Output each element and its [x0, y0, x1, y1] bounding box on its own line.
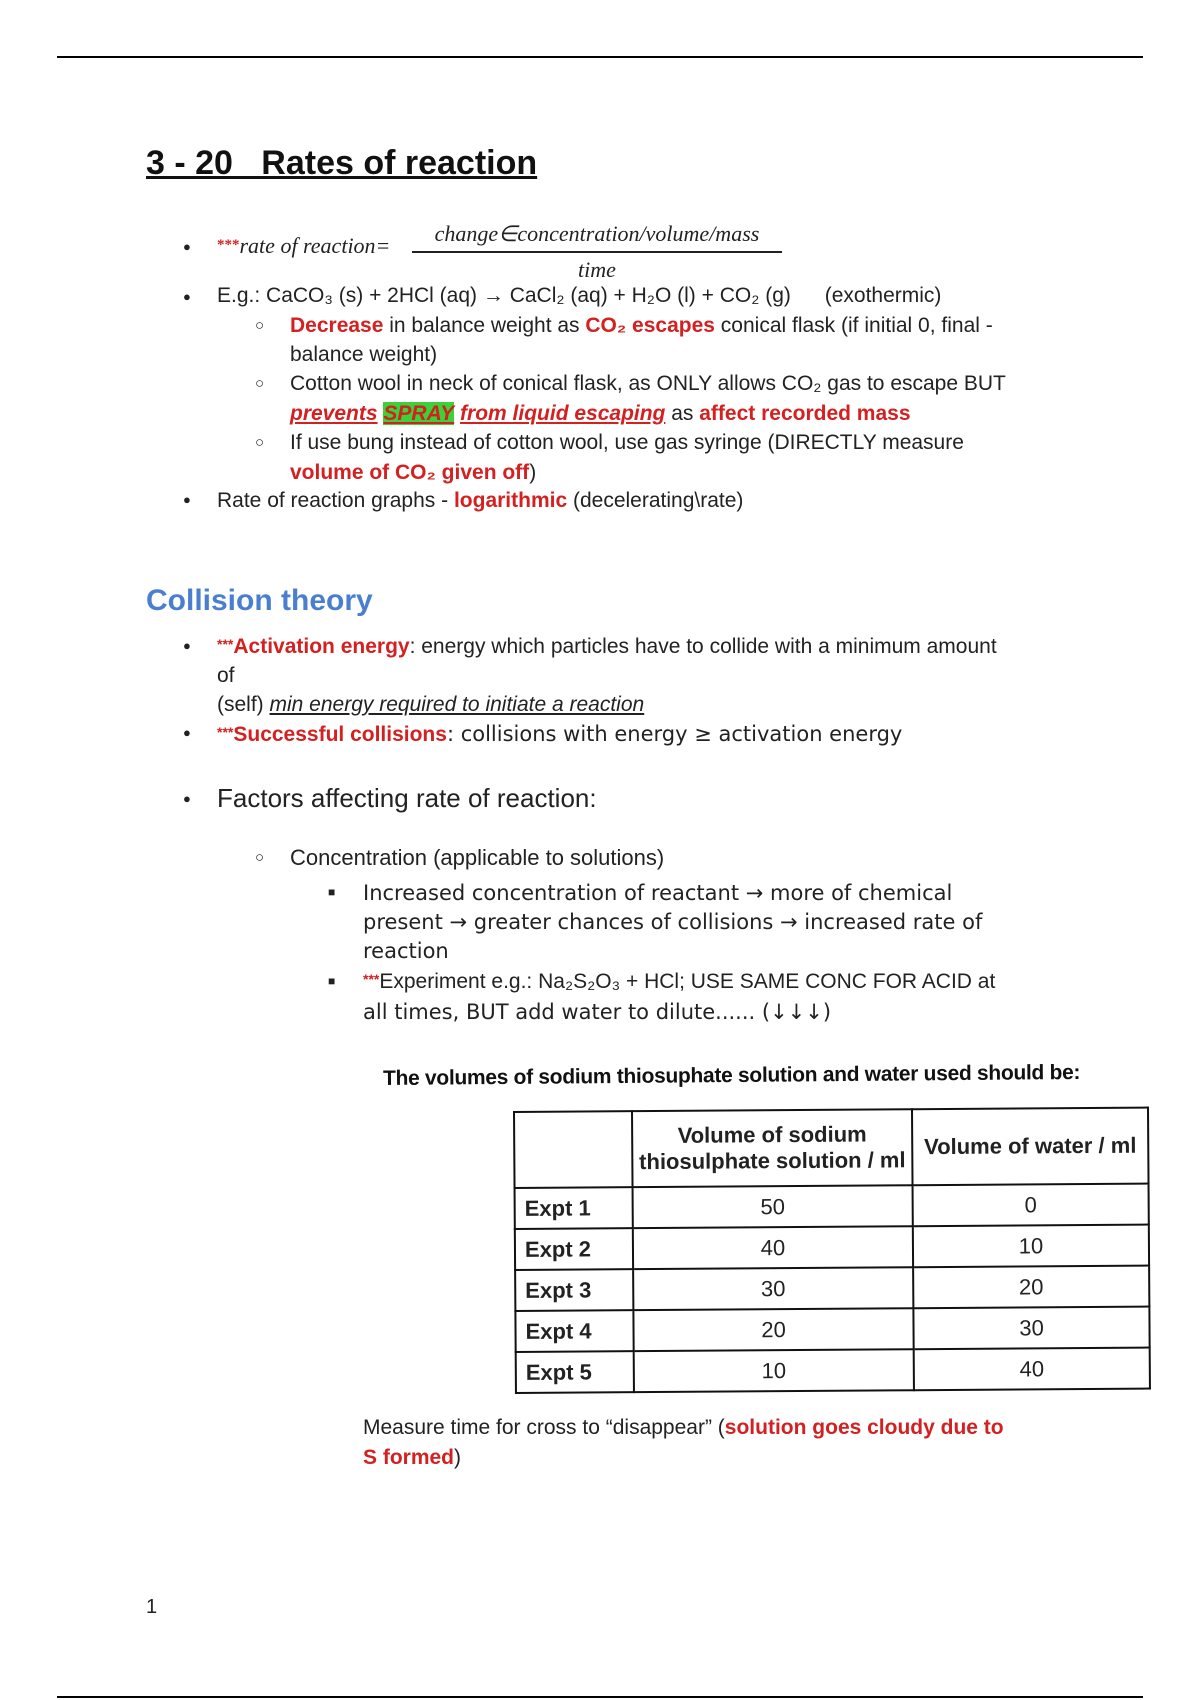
page-number: 1	[146, 1596, 158, 1618]
subbullet-3	[255, 428, 264, 460]
increased-line1: Increased concentration of reactant → more of chemical	[363, 881, 953, 905]
measure-line2	[363, 1443, 461, 1473]
sub3-end: )	[529, 461, 537, 484]
concentration-line: Concentration (applicable to solutions)	[290, 845, 665, 870]
square-bullet-increased	[328, 878, 335, 910]
rate-formula-lhs	[217, 233, 390, 259]
graphs-line	[217, 486, 743, 516]
self-label: (self)	[217, 693, 270, 716]
table-header-row	[514, 1108, 1149, 1188]
activation-definition: : energy which particles have to collide with a minimum amount	[409, 635, 997, 658]
experiment-line1	[363, 967, 995, 998]
bullet-activation	[183, 632, 191, 664]
table-caption: The volumes of sodium thiosuphate solution and water used should be:	[382, 1060, 1081, 1091]
water-volume: 0	[913, 1184, 1149, 1227]
subbullet-2	[255, 369, 264, 401]
formula-lhs: rate of reaction=	[239, 233, 391, 258]
sub2-line2	[290, 399, 911, 429]
water-volume: 30	[913, 1307, 1149, 1350]
subbullet-concentration	[255, 843, 264, 875]
bottom-rule	[57, 1696, 1143, 1698]
sub3-volume-co2: volume of CO₂ given off	[290, 461, 530, 484]
volumes-table	[513, 1107, 1151, 1394]
table-row	[515, 1184, 1149, 1229]
bullet-eg	[183, 283, 191, 315]
bullet-successful	[183, 719, 191, 751]
graphs-text: Rate of reaction graphs -	[217, 489, 454, 512]
water-volume: 10	[913, 1225, 1149, 1268]
sodium-volume: 10	[634, 1349, 914, 1392]
collision-theory-heading: Collision theory	[146, 584, 373, 617]
table-row	[515, 1307, 1149, 1352]
sub1-decrease: Decrease	[290, 314, 384, 337]
measure-s-formed: S formed	[363, 1446, 455, 1469]
sub1-co2-escapes: CO₂ escapes	[585, 314, 715, 337]
equation-note: (exothermic)	[824, 284, 942, 307]
formula-prefix: ***	[217, 237, 240, 253]
sub3-line2	[290, 458, 536, 488]
header-blank	[514, 1111, 633, 1188]
equation-text: E.g.: CaCO₃ (s) + 2HCl (aq) → CaCl₂ (aq) + H₂O (l) + CO₂ (g)	[217, 284, 791, 307]
page-title: 3 - 20 Rates of reaction	[146, 144, 538, 182]
measure-cloudy: solution goes cloudy due to	[724, 1416, 1004, 1439]
activation-line2: of	[217, 664, 235, 687]
header-sodium: Volume of sodium thiosulphate solution / ml	[632, 1109, 913, 1187]
sub2-prevents: prevents	[290, 402, 378, 425]
sub2-affect-mass: affect recorded mass	[699, 402, 911, 425]
experiment-line2: all times, BUT add water to dilute...... (↓↓↓)	[363, 1000, 832, 1024]
sub2-from-liquid: from liquid escaping	[460, 402, 666, 425]
sub2-text: as	[665, 402, 700, 425]
measure-text: Measure time for cross to “disappear” (	[363, 1416, 725, 1439]
bullet-factors	[183, 785, 191, 817]
square-bullet-experiment	[328, 967, 335, 999]
measure-line1	[363, 1413, 1004, 1443]
top-rule	[57, 56, 1143, 58]
row-label: Expt 4	[515, 1310, 633, 1352]
experiment-prefix: ***	[363, 971, 380, 987]
row-label: Expt 3	[515, 1269, 633, 1311]
sodium-volume: 40	[633, 1226, 913, 1269]
row-label: Expt 5	[516, 1351, 634, 1393]
measure-end: )	[454, 1446, 462, 1469]
sodium-volume: 30	[633, 1267, 913, 1310]
graphs-logarithmic: logarithmic	[453, 489, 568, 512]
activation-line1	[217, 632, 997, 663]
row-label: Expt 2	[515, 1228, 633, 1270]
activation-prefix: ***	[217, 636, 234, 652]
sodium-volume: 50	[633, 1185, 913, 1228]
successful-definition: : collisions with energy ≥ activation energy	[446, 722, 903, 746]
increased-line3: reaction	[363, 939, 449, 963]
graphs-end: (decelerating\rate)	[567, 489, 744, 512]
formula-denominator: time	[578, 257, 616, 282]
sub3-line1: If use bung instead of cotton wool, use gas syringe (DIRECTLY measure	[290, 431, 964, 454]
example-equation	[217, 281, 941, 311]
sub1-line2: balance weight)	[290, 343, 438, 366]
header-water: Volume of water / ml	[912, 1108, 1149, 1186]
factors-heading: Factors affecting rate of reaction:	[217, 783, 597, 813]
bullet-graphs	[183, 486, 191, 518]
activation-energy-term: Activation energy	[233, 635, 410, 658]
rate-formula-fraction	[412, 221, 782, 283]
sub1-text1: in balance weight as	[383, 314, 586, 337]
table-row	[515, 1266, 1149, 1311]
successful-line	[217, 719, 902, 751]
sub1-line1	[290, 311, 993, 341]
water-volume: 20	[913, 1266, 1149, 1309]
sub2-line1: Cotton wool in neck of conical flask, as ONLY allows CO₂ gas to escape BUT	[290, 372, 1006, 395]
self-definition: min energy required to initiate a reaction	[269, 693, 645, 716]
table-row	[516, 1348, 1150, 1393]
successful-collisions-term: Successful collisions	[233, 723, 447, 746]
experiment-text: Experiment e.g.: Na₂S₂O₃ + HCl; USE SAME CONC FOR ACID at	[379, 970, 996, 993]
increased-line2: present → greater chances of collisions → increased rate of	[363, 910, 983, 934]
row-label: Expt 1	[515, 1187, 633, 1229]
subbullet-1	[255, 311, 264, 343]
successful-prefix: ***	[217, 724, 234, 740]
sodium-volume: 20	[633, 1308, 913, 1351]
bullet-formula	[183, 233, 191, 265]
formula-numerator: change∈concentration/volume/mass	[412, 221, 782, 253]
activation-self-line	[217, 690, 644, 720]
table-row	[515, 1225, 1149, 1270]
sub1-text2: conical flask (if initial 0, final -	[714, 314, 993, 337]
water-volume: 40	[914, 1348, 1150, 1391]
sub2-spray-highlight: SPRAY	[383, 402, 455, 425]
